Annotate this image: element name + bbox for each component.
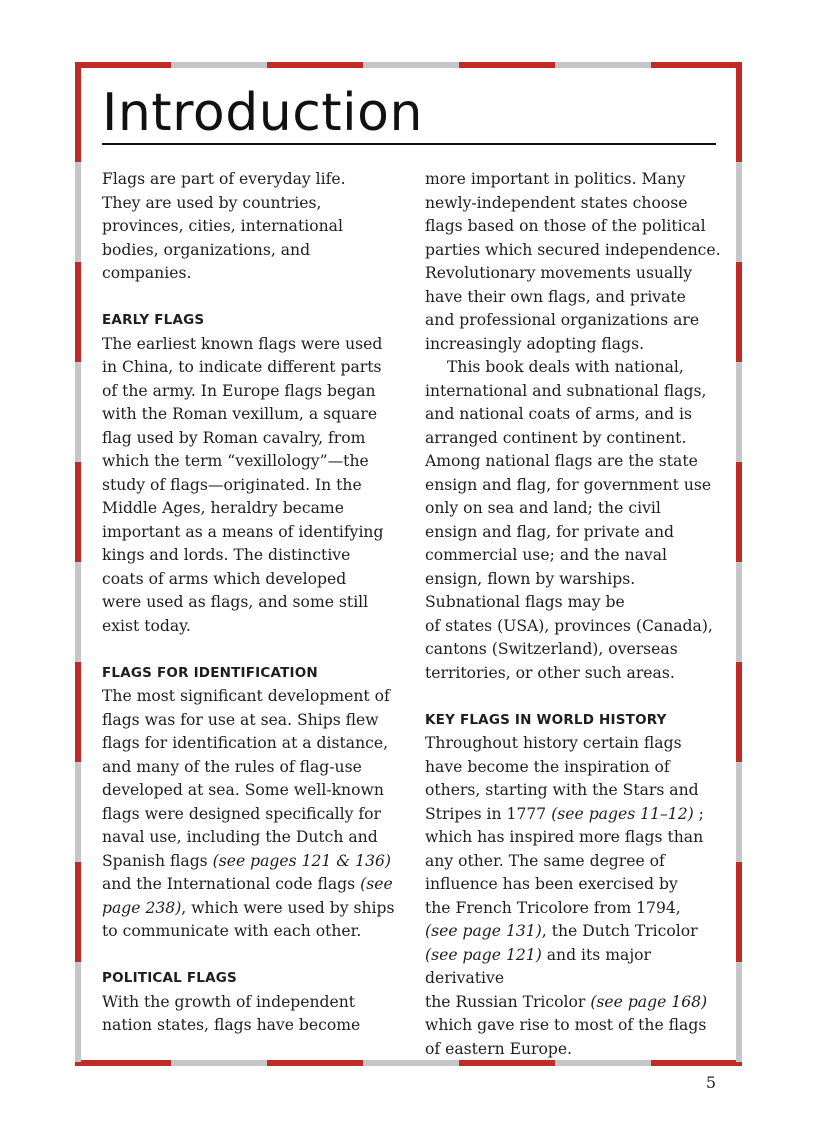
intro-paragraph: Flags are part of everyday life. They are used by countries, provinces, cities, international bodies, organizations, and companies. [102, 170, 346, 282]
page-title: Introduction [102, 83, 423, 143]
page-number: 5 [705, 1073, 716, 1092]
page-reference: (see page 168) [590, 992, 708, 1011]
political-flags-paragraph: With the growth of independent nation states, flags have become [102, 992, 361, 1034]
page-reference: (see page 238) [102, 875, 393, 917]
political-flags-heading: POLITICAL FLAGS [102, 970, 237, 986]
identification-paragraph [102, 685, 402, 944]
identification-heading: FLAGS FOR IDENTIFICATION [102, 664, 318, 681]
left-column [102, 168, 402, 1038]
political-flags-continued: more important in politics. Many newly-independent states choose flags based on those of the political parties which secured independence. Revolutionary movements usually have their own flags, and private and professional organizations are increasingly adopting flags. [425, 170, 721, 353]
book-scope-paragraph: This book deals with national, international and subnational flags, and national coats of arms, and is arranged continent by continent. Among national flags are the state ensign and flag, for government use only on sea and land; the civil ensign and flag, for private and commercial use; and the naval ensign, flown by warships. Subnational flags may be of states (USA), provinces (Canada), cantons (Switzerland), overseas territories, or other such areas. [425, 358, 713, 682]
border-right-stripe [736, 62, 742, 1066]
key-flags-text-a: Throughout history certain flags have become the inspiration of others, starting with the Stars and Stripes in 1777 [425, 734, 699, 823]
right-column [425, 168, 725, 1061]
key-flags-text-d: and its major derivative the Russian Tricolor [425, 945, 652, 1011]
border-left-stripe [75, 62, 81, 1066]
identification-text-c: , which were used by ships to communicate with each other. [102, 898, 395, 940]
key-flags-heading: KEY FLAGS IN WORLD HISTORY [425, 711, 667, 728]
page-reference: (see page 131) [425, 922, 542, 940]
identification-text-b: and the International code flags [102, 875, 356, 893]
key-flags-text-b: ; which has inspired more flags than any other. The same degree of influence has been exercised by the French Tricolore from 1794, [425, 804, 704, 917]
border-top-stripe [75, 62, 742, 68]
identification-text-a: The most significant development of flags was for use at sea. Ships flew flags for identification at a distance, and many of the rules of flag-use developed at sea. Some well-known flags were designed specifically for naval use, including the Dutch and Spanish flags [102, 687, 390, 870]
page-reference: (see page 121) [425, 945, 542, 964]
early-flags-heading: EARLY FLAGS [102, 312, 205, 328]
page-reference: (see pages 11–12) [551, 804, 694, 823]
key-flags-text-c: , the Dutch Tricolor [541, 922, 698, 940]
title-underline [102, 143, 716, 145]
key-flags-paragraph [425, 732, 725, 1061]
early-flags-paragraph: The earliest known flags were used in China, to indicate different parts of the army. In Europe flags began with the Roman vexillum, a square flag used by Roman cavalry, from which the term “vexillology”—the study of flags—originated. In the Middle Ages, heraldry became important as a means of identifying kings and lords. The distinctive coats of arms which developed were used as flags, and some still exist today. [102, 334, 384, 635]
page-reference: (see pages 121 & 136) [212, 851, 391, 870]
key-flags-text-e: which gave rise to most of the flags of eastern Europe. [425, 1016, 707, 1058]
